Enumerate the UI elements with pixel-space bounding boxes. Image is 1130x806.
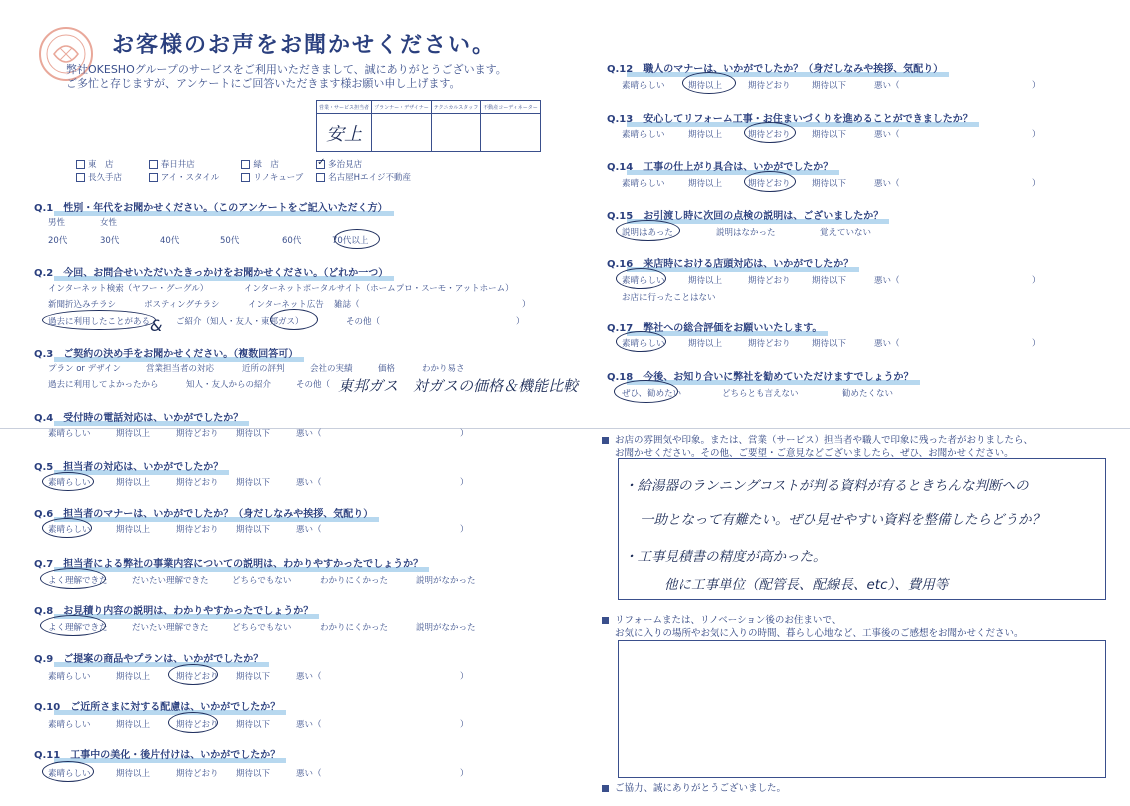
question-q9: Q.9 ご提案の商品やプランは、いかがでしたか？ <box>34 650 263 665</box>
q5-option[interactable]: 悪い（ <box>296 478 322 488</box>
question-q15: Q.15 お引渡し時に次回の点検の説明は、ございましたか？ <box>607 207 883 222</box>
staff-table <box>316 100 541 152</box>
q8-option[interactable]: どちらでもない <box>232 623 292 633</box>
q16-paren-close: ） <box>1032 276 1041 286</box>
q17-option[interactable]: 期待以下 <box>812 339 847 349</box>
q11-paren-close: ） <box>460 769 469 779</box>
q6-option[interactable]: 素晴らしい <box>48 525 91 535</box>
q3-option[interactable]: 近所の評判 <box>242 364 285 374</box>
answer-circle-q16 <box>616 268 666 289</box>
q16-option-novisit[interactable]: お店に行ったことはない <box>622 293 716 303</box>
q16-option[interactable]: 期待以下 <box>812 276 847 286</box>
q1-options-gender <box>48 216 117 228</box>
q17-paren-close: ） <box>1032 339 1041 349</box>
staff-value-sales[interactable]: 安上 <box>317 114 372 152</box>
q6-option[interactable]: 期待以下 <box>236 525 271 535</box>
store-checkbox-higashi[interactable]: 東 店 <box>76 158 146 170</box>
question-q3: Q.3 ご契約の決め手をお聞かせください。（複数回答可） <box>34 345 298 360</box>
q16-option[interactable]: 期待以上 <box>688 276 723 286</box>
thanks-footer <box>602 780 786 794</box>
handwritten-comment-1a: ・給湯器のランニングコストが判る資料が有るときちんな判断への <box>624 478 1029 494</box>
answer-circle-q12 <box>682 72 736 94</box>
question-q7: Q.7 担当者による弊社の事業内容についての説明は、わかりやすかったでしょうか？ <box>34 555 423 570</box>
q2-option[interactable]: 新聞折込みチラシ <box>48 300 117 310</box>
answer-circle-q2b <box>270 309 318 330</box>
q11-option[interactable]: 期待以上 <box>116 769 151 779</box>
q6-option[interactable]: 悪い（ <box>296 525 322 535</box>
answer-circle-q6 <box>42 518 92 538</box>
q4-paren-close: ） <box>460 429 469 439</box>
q1-option[interactable]: 20代 <box>48 236 68 246</box>
q10-option[interactable]: 期待以上 <box>116 720 151 730</box>
intro-line1: 弊社OKESHOグループのサービスをご利用いただきまして、誠にありがとうございます。 <box>66 63 507 76</box>
q1-option[interactable]: 40代 <box>160 236 180 246</box>
q3-option[interactable]: わかり易さ <box>422 364 465 374</box>
q15-option[interactable]: 説明はなかった <box>716 228 776 238</box>
handwritten-q3-other: 東邦ガス 対ガスの価格＆機能比較 <box>338 377 579 395</box>
section-b-line1: リフォームまたは、リノベーション後のお住まいで、 <box>615 615 842 626</box>
store-checkbox-row1 <box>76 158 362 170</box>
q7-option[interactable]: わかりにくかった <box>320 576 389 586</box>
question-q14: Q.14 工事の仕上がり具合は、いかがでしたか？ <box>607 158 833 173</box>
q12-option[interactable]: 素晴らしい <box>622 81 665 91</box>
q13-option[interactable]: 期待以上 <box>688 130 723 140</box>
q2-paren-close-1: ） <box>522 300 531 310</box>
q2-option[interactable]: インターネット検索（ヤフー・グーグル） <box>48 284 209 294</box>
answer-circle-q11 <box>42 761 94 782</box>
q11-option[interactable]: 期待どおり <box>176 769 219 779</box>
store-checkbox-tajimi[interactable]: ✓ 多治見店 <box>317 157 363 170</box>
store-checkbox-row2 <box>76 171 411 183</box>
q1-option[interactable]: 50代 <box>220 236 240 246</box>
store-checkbox-hage[interactable]: 名古屋Hエイジ不動産 <box>316 171 411 183</box>
staff-value-planner[interactable] <box>371 114 431 152</box>
q18-option[interactable]: どちらとも言えない <box>722 389 799 399</box>
q7-option[interactable]: よく理解できた <box>48 576 108 586</box>
q8-option[interactable]: よく理解できた <box>48 623 108 633</box>
q9-option[interactable]: 期待以下 <box>236 672 271 682</box>
q17-option[interactable]: 悪い（ <box>874 339 900 349</box>
question-q5: Q.5 担当者の対応は、いかがでしたか？ <box>34 458 223 473</box>
q18-option[interactable]: 勧めたくない <box>842 389 894 399</box>
q10-paren-close: ） <box>460 720 469 730</box>
q13-option[interactable]: 素晴らしい <box>622 130 665 140</box>
question-q16: Q.16 来店時における店頭対応は、いかがでしたか？ <box>607 255 853 270</box>
staff-header-technical: テクニカルスタッフ <box>431 101 480 114</box>
store-checkbox-midori[interactable]: 緑 店 <box>241 158 313 170</box>
q10-option[interactable]: 期待どおり <box>176 720 219 730</box>
q18-option[interactable]: ぜひ、勧めたい <box>622 389 682 399</box>
q14-option[interactable]: 期待どおり <box>748 179 791 189</box>
q7-option[interactable]: 説明がなかった <box>416 576 476 586</box>
q7-option[interactable]: どちらでもない <box>232 576 292 586</box>
q9-option[interactable]: 素晴らしい <box>48 672 91 682</box>
q10-option[interactable]: 素晴らしい <box>48 720 91 730</box>
q4-option[interactable]: 期待以上 <box>116 429 151 439</box>
q8-option[interactable]: わかりにくかった <box>320 623 389 633</box>
question-q10: Q.10 ご近所さまに対する配慮は、いかがでしたか？ <box>34 698 280 713</box>
intro-line2: ご多忙と存じますが、アンケートにご回答いただきます様お願い申し上げます。 <box>66 77 461 90</box>
q5-paren-close: ） <box>460 478 469 488</box>
q1-options-age <box>48 234 368 246</box>
q10-option[interactable]: 悪い（ <box>296 720 322 730</box>
staff-value-realestate[interactable] <box>481 114 541 152</box>
q6-option[interactable]: 期待以上 <box>116 525 151 535</box>
q5-option[interactable]: 期待どおり <box>176 478 219 488</box>
q1-option[interactable]: 60代 <box>282 236 302 246</box>
q6-option[interactable]: 期待どおり <box>176 525 219 535</box>
q2-option[interactable]: その他（ <box>346 317 381 327</box>
answer-circle-q9 <box>168 664 218 685</box>
q3-option[interactable]: 知人・友人からの紹介 <box>186 380 272 390</box>
q13-paren-close: ） <box>1032 130 1041 140</box>
q5-option[interactable]: 期待以上 <box>116 478 151 488</box>
q17-option[interactable]: 期待以上 <box>688 339 723 349</box>
q12-option[interactable]: 期待どおり <box>748 81 791 91</box>
q16-option[interactable]: 悪い（ <box>874 276 900 286</box>
staff-value-technical[interactable] <box>431 114 480 152</box>
q15-option[interactable]: 覚えていない <box>820 228 872 238</box>
q9-option[interactable]: 期待どおり <box>176 672 219 682</box>
q12-option[interactable]: 悪い（ <box>874 81 900 91</box>
answer-circle-q14 <box>744 171 796 192</box>
q14-option[interactable]: 悪い（ <box>874 179 900 189</box>
q2-option[interactable]: ご紹介（知人・友人・東邦ガス） <box>176 317 304 327</box>
q4-option[interactable]: 期待どおり <box>176 429 219 439</box>
q2-option[interactable]: インターネット広告 <box>248 300 324 310</box>
q14-option[interactable]: 期待以下 <box>812 179 847 189</box>
q2-option[interactable]: 過去に利用したことがある <box>48 317 151 327</box>
answer-circle-q18 <box>614 380 678 403</box>
q3-option[interactable]: 過去に利用してよかったから <box>48 380 159 390</box>
q8-options <box>48 621 476 633</box>
answer-circle-q2a <box>42 310 156 330</box>
q9-paren-close: ） <box>460 672 469 682</box>
question-q4: Q.4 受付時の電話対応は、いかがでしたか？ <box>34 409 243 424</box>
q13-option[interactable]: 悪い（ <box>874 130 900 140</box>
answer-circle-q10 <box>168 712 218 733</box>
q7-option[interactable]: だいたい理解できた <box>132 576 209 586</box>
q3-option[interactable]: プラン or デザイン <box>48 364 122 374</box>
answer-circle-q7 <box>40 568 106 589</box>
section-a-line1: お店の雰囲気や印象。または、営業（サービス）担当者や職人で印象に残った者がおりましたら、 <box>615 435 1034 446</box>
question-q13: Q.13 安心してリフォーム工事・お住まいづくりを進めることができましたか？ <box>607 110 973 125</box>
question-q6: Q.6 担当者のマナーは、いかがでしたか？（身だしなみや挨拶、気配り） <box>34 505 373 520</box>
staff-header-sales: 営業・サービス担当者 <box>317 101 372 114</box>
q16-option[interactable]: 期待どおり <box>748 276 791 286</box>
q2-options-row2 <box>48 298 360 310</box>
q13-option[interactable]: 期待以下 <box>812 130 847 140</box>
q8-option[interactable]: だいたい理解できた <box>132 623 209 633</box>
q11-option[interactable]: 素晴らしい <box>48 769 91 779</box>
q14-paren-close: ） <box>1032 179 1041 189</box>
section-b-heading <box>602 614 1024 640</box>
handwritten-ampersand: & <box>150 316 163 335</box>
store-checkbox-renocube[interactable]: リノキューブ <box>241 171 313 183</box>
question-q18: Q.18 今後、お知り合いに弊社を勧めていただけますでしょうか？ <box>607 368 914 383</box>
q3-options-row2 <box>48 378 330 390</box>
q3-option[interactable]: その他（ <box>296 380 331 390</box>
answer-circle-q1 <box>334 229 380 249</box>
question-q8: Q.8 お見積り内容の説明は、わかりやすかったでしょうか？ <box>34 602 313 617</box>
handwritten-comment-1b: 一助となって有難たい。ぜひ見せやすい資料を整備したらどうか？ <box>640 512 1045 528</box>
question-q11: Q.11 工事中の美化・後片付けは、いかがでしたか？ <box>34 746 280 761</box>
handwritten-comment-2b: 他に工事単位（配管長、配線長、etc）、費用等 <box>664 577 949 593</box>
q2-option[interactable]: 雑誌（ <box>334 300 360 310</box>
section-a-heading <box>602 434 1033 460</box>
section-a-line2: お聞かせください。その他、ご要望・ご意見などございましたら、ぜひ、お聞かせください。 <box>615 448 1014 459</box>
q3-options-row1 <box>48 362 465 374</box>
q2-option[interactable]: インターネットポータルサイト（ホームプロ・スーモ・アットホーム） <box>244 284 514 294</box>
section-b-line2: お気に入りの場所やお気に入りの時間、暮らし心地など、工事後のご感想をお聞かせください。 <box>615 628 1024 639</box>
page-title: お客様のお声をお聞かせください。 <box>112 33 497 58</box>
q5-option[interactable]: 期待以下 <box>236 478 271 488</box>
question-q1: Q.1 性別・年代をお聞かせください。（このアンケートをご記入いただく方） <box>34 199 388 214</box>
q2-options-row1 <box>48 282 514 294</box>
q7-options <box>48 574 476 586</box>
q9-option[interactable]: 悪い（ <box>296 672 322 682</box>
staff-header-planner: プランナー・デザイナー <box>371 101 431 114</box>
q4-options <box>48 427 322 439</box>
q10-option[interactable]: 期待以下 <box>236 720 271 730</box>
question-q12: Q.12 職人のマナーは、いかがでしたか？（身だしなみや挨拶、気配り） <box>607 60 943 75</box>
q4-option[interactable]: 素晴らしい <box>48 429 91 439</box>
q1-option[interactable]: 30代 <box>100 236 120 246</box>
store-checkbox-kasugai[interactable]: 春日井店 <box>149 158 239 170</box>
thanks-text: ご協力、誠にありがとうございました。 <box>615 783 787 794</box>
answer-circle-q15 <box>616 220 680 241</box>
q5-option[interactable]: 素晴らしい <box>48 478 91 488</box>
q17-option[interactable]: 期待どおり <box>748 339 791 349</box>
q13-option[interactable]: 期待どおり <box>748 130 791 140</box>
q14-option[interactable]: 素晴らしい <box>622 179 665 189</box>
q4-option[interactable]: 期待以下 <box>236 429 271 439</box>
answer-circle-q13 <box>744 122 796 143</box>
handwritten-comment-2a: ・工事見積書の精度が高かった。 <box>624 549 827 565</box>
answer-circle-q17 <box>616 331 666 352</box>
q11-option[interactable]: 悪い（ <box>296 769 322 779</box>
q17-option[interactable]: 素晴らしい <box>622 339 665 349</box>
q11-option[interactable]: 期待以下 <box>236 769 271 779</box>
q1-option[interactable]: 女性 <box>100 218 118 228</box>
q12-paren-close: ） <box>1032 81 1041 91</box>
q8-option[interactable]: 説明がなかった <box>416 623 476 633</box>
q15-option[interactable]: 説明はあった <box>622 228 673 238</box>
store-checkbox-istyle[interactable]: アイ・スタイル <box>149 171 239 183</box>
q12-option[interactable]: 期待以上 <box>688 81 723 91</box>
q12-options <box>622 79 900 91</box>
q2-option[interactable]: ポスティングチラシ <box>144 300 220 310</box>
intro-text <box>66 63 507 91</box>
question-q2: Q.2 今回、お問合せいただいたきっかけをお聞かせください。（どれか一つ） <box>34 264 388 279</box>
q2-paren-close-2: ） <box>516 317 525 327</box>
q16-option[interactable]: 素晴らしい <box>622 276 665 286</box>
q3-option[interactable]: 会社の実績 <box>310 364 353 374</box>
answer-circle-q5 <box>42 472 94 491</box>
q12-option[interactable]: 期待以下 <box>812 81 847 91</box>
q4-option[interactable]: 悪い（ <box>296 429 322 439</box>
q9-option[interactable]: 期待以上 <box>116 672 151 682</box>
staff-header-realestate: 不動産コーディネーター <box>481 101 541 114</box>
q3-option[interactable]: 営業担当者の対応 <box>146 364 215 374</box>
q1-option[interactable]: 男性 <box>48 218 66 228</box>
answer-circle-q8 <box>40 615 106 636</box>
q6-paren-close: ） <box>460 525 469 535</box>
q14-option[interactable]: 期待以上 <box>688 179 723 189</box>
q1-option[interactable]: 70代以上 <box>332 236 369 246</box>
question-q17: Q.17 弊社への総合評価をお願いいたします。 <box>607 319 822 334</box>
store-checkbox-nagakute[interactable]: 長久手店 <box>76 171 146 183</box>
comment-box-b[interactable] <box>618 640 1106 778</box>
q3-option[interactable]: 価格 <box>378 364 396 374</box>
